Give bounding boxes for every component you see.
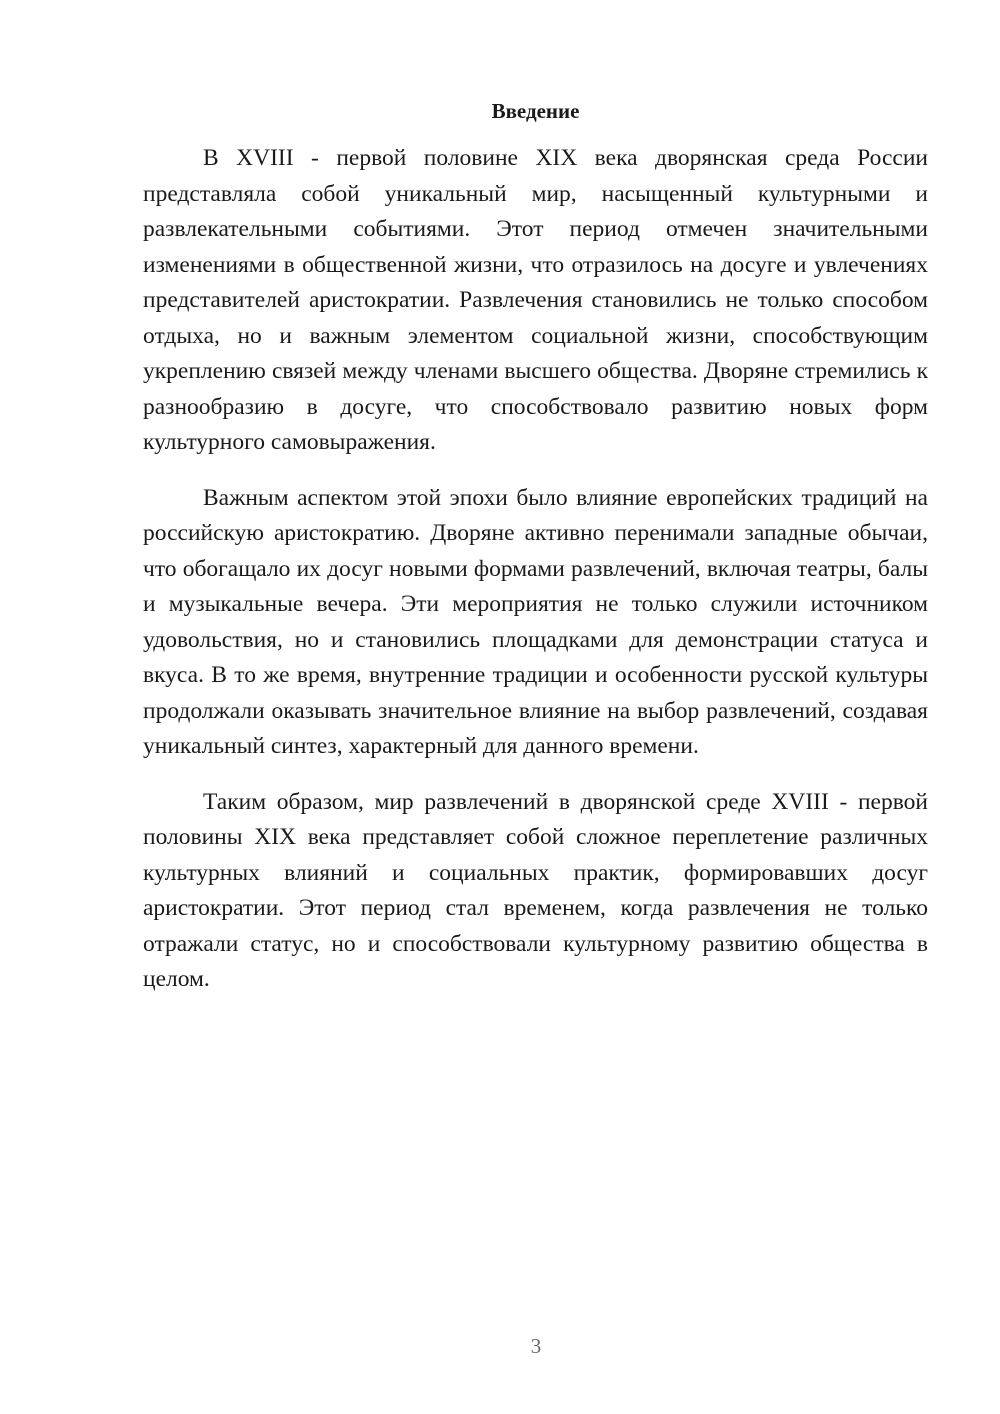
page-title: Введение bbox=[491, 99, 580, 123]
body-text bbox=[143, 141, 928, 1018]
paragraph-2: Важным аспектом этой эпохи было влияние европейских традиций на российскую аристократию. Дворяне активно перенимали западные обычаи, что обогащало их досуг новыми формами развлечений, включая театры, балы и музыкальные вечера. Эти мероприятия не только служили источником удовольствия, но и становились площадками для демонстрации статуса и вкуса. В то же время, внутренние традиции и особенности русской культуры продолжали оказывать значительное влияние на выбор развлечений, создавая уникальный синтез, характерный для данного времени. bbox=[143, 484, 928, 759]
paragraph-1: В XVIII - первой половине XIX века дворянская среда России представляла собой уникальный мир, насыщенный культурными и развлекательными событиями. Этот период отмечен значительными изменениями в общественной жизни, что отразилось на досуге и увлечениях представителей аристократии. Развлечения становились не только способом отдыха, но и важным элементом социальной жизни, способствующим укреплению связей между членами высшего общества. Дворяне стремились к разнообразию в досуге, что способствовало развитию новых форм культурного самовыражения. bbox=[143, 145, 928, 455]
paragraph-3: Таким образом, мир развлечений в дворянской среде XVIII - первой половины XIX века представляет собой сложное переплетение различных культурных влияний и социальных практик, формировавших досуг аристократии. Этот период стал временем, когда развлечения не только отражали статус, но и способствовали культурному развитию общества в целом. bbox=[143, 788, 928, 992]
page-number: 3 bbox=[530, 1334, 542, 1358]
